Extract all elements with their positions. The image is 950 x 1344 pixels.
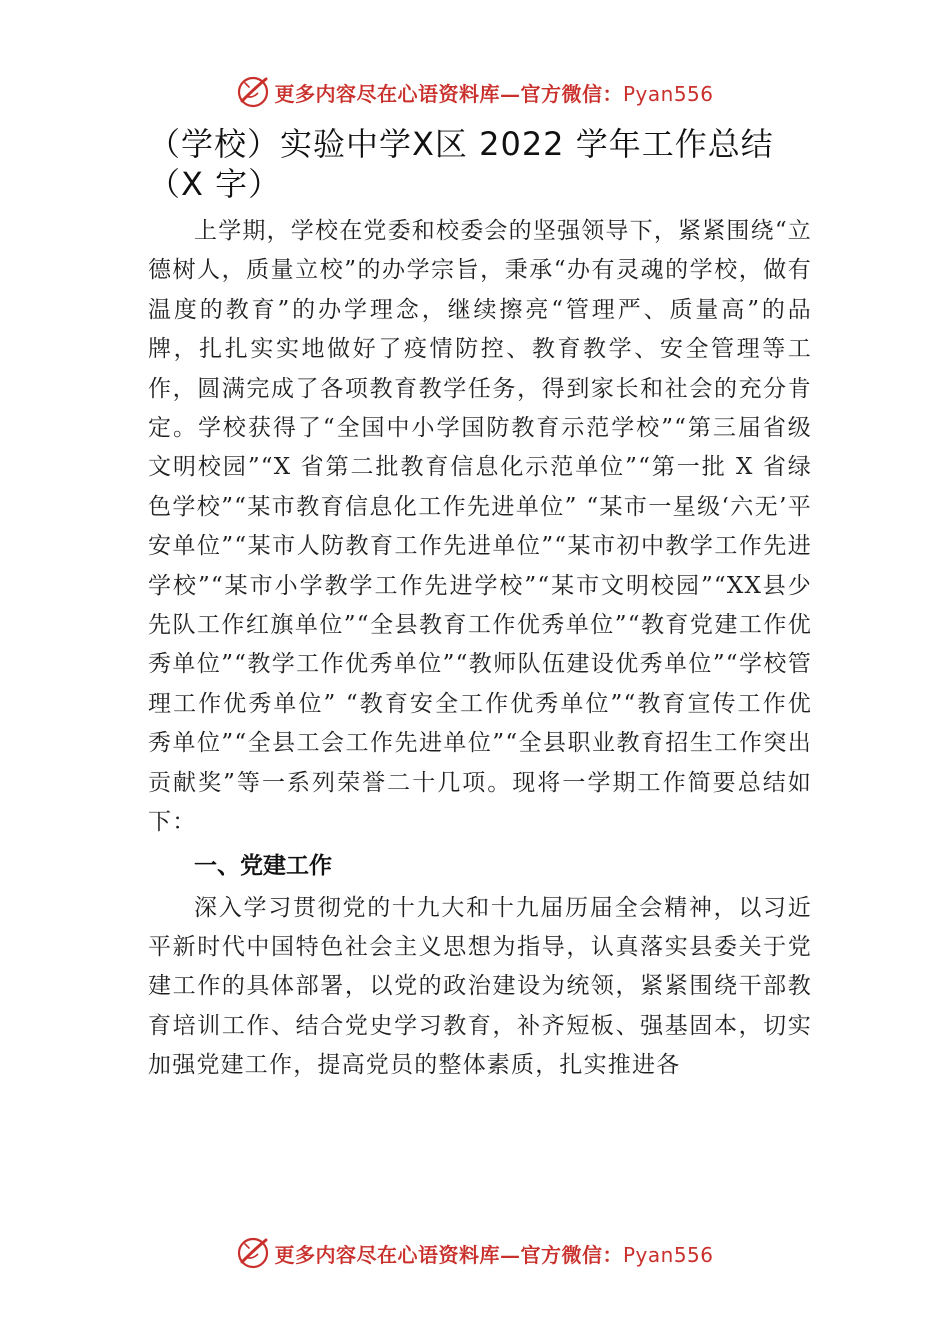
watermark-text: 更多内容尽在心语资料库—官方微信：Pyan556 — [274, 1242, 714, 1267]
section-heading-party-building: 一、党建工作 — [194, 852, 332, 879]
document-title: （学校）实验中学X区 2022 学年工作总结（X 字） — [148, 125, 774, 203]
watermark-wechat-id: Pyan556 — [622, 1242, 714, 1267]
watermark-text: 更多内容尽在心语资料库—官方微信：Pyan556 — [274, 81, 714, 106]
watermark-wechat-id: Pyan556 — [622, 81, 714, 106]
watermark-banner-top — [0, 70, 950, 114]
section-paragraph-party-building: 深入学习贯彻党的十九大和十九届历届全会精神，以习近平新时代中国特色社会主义思想为指导，认真落实县委关于党建工作的具体部署，以党的政治建设为统领，紧紧围绕干部教育培训工作、结合党史学习教育，补齐短板、强基固本，切实加强党建工作，提高党员的整体素质，扎实推进各 — [148, 894, 812, 1079]
intro-paragraph: 上学期，学校在党委和校委会的坚强领导下，紧紧围绕“立德树人，质量立校”的办学宗旨，秉承“办有灵魂的学校，做有温度的教育”的办学理念，继续擦亮“管理严、质量高”的品牌，扎扎实实地做好了疫情防控、教育教学、安全管理等工作，圆满完成了各项教育教学任务，得到家长和社会的充分肯定。学校获得了“全国中小学国防教育示范学校”“第三届省级文明校园”“X 省第二批教育信息化示范单位”“第一批 X 省绿色学校”“某市教育信息化工作先进单位” “某市一星级‘六无’平安单位”“某市人防教育工作先进单位”“某市初中教学工作先进学校”“某市小学教学工作先进学校”“某市文明校园”“XX县少先队工作红旗单位”“全县教育工作优秀单位”“教育党建工作优秀单位”“教学工作优秀单位”“教师队伍建设优秀单位”“学校管理工作优秀单位” “教育安全工作优秀单位”“教育宣传工作优秀单位”“全县工会工作先进单位”“全县职业教育招生工作突出贡献奖”等一系列荣誉二十几项。现将一学期工作简要总结如下： — [148, 218, 812, 836]
document-body — [148, 212, 812, 1086]
watermark-banner-bottom — [0, 1231, 950, 1275]
brush-quill-logo-icon — [236, 75, 270, 109]
brush-quill-logo-icon — [236, 1236, 270, 1270]
